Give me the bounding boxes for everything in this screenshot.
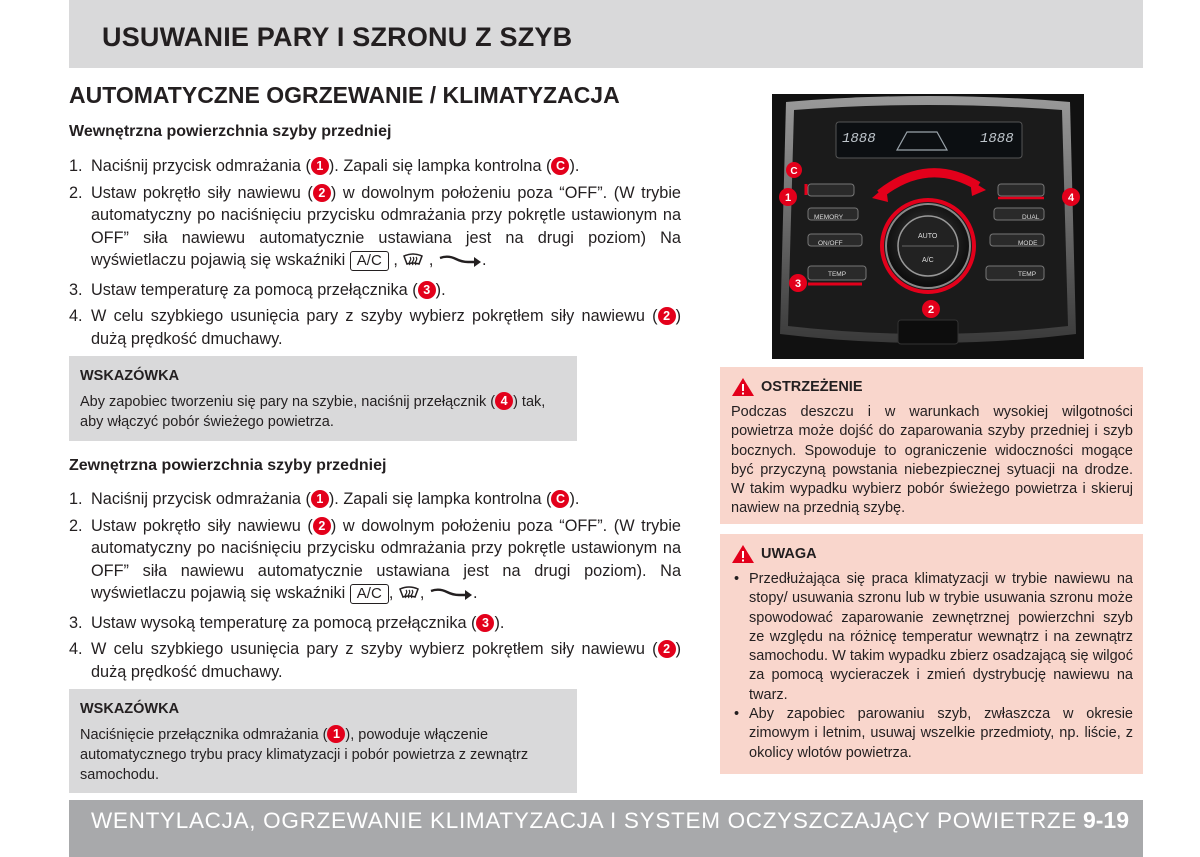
callout-badge: 1 [311,157,329,175]
windshield-defrost-icon [402,252,424,275]
dual-button-label: DUAL [1022,214,1040,221]
caution-title: UWAGA [761,546,817,562]
warning-triangle-icon [731,544,755,564]
list-item: 1. Naciśnij przycisk odmrażania ( 1 ). Zapali się lampka kontrolna ( C ). [69,157,580,175]
outer-steps-list [69,488,681,687]
warning-title: OSTRZEŻENIE [761,379,863,395]
list-item: • Aby zapobiec parowaniu szyb, zwłaszcza w okresie zimowym i letnim, usuwaj wszelkie przedmioty, np. liście, z okolicy wlotów powietrza. [734,706,1133,761]
callout-1 [779,188,797,206]
svg-text:1: 1 [784,192,792,204]
list-item: 1. Naciśnij przycisk odmrażania ( 1 ). Zapali się lampka kontrolna ( C ). [69,490,580,508]
temp-left-label: TEMP [828,271,847,278]
fresh-air-arrow-icon [429,585,473,608]
outer-subsection-title: Zewnętrzna powierzchnia szyby przedniej [69,457,387,474]
page-number: 9-19 [1082,807,1129,833]
display-left-temp: 1888 [842,131,876,147]
page-title: USUWANIE PARY I SZRONU Z SZYB [102,22,573,52]
tip-text: Aby zapobiec tworzeniu się pary na szybie, naciśnij przełącznik ( 4 ) tak, aby włączyć pobór świeżego powietrza. [80,394,546,430]
list-item: 2. Ustaw pokrętło siły nawiewu ( 2 ) w dowolnym położeniu poza “OFF”. (W trybie automatyczny po naciśnięciu przycisku odmrażania przy pokrętle ustawionym na OFF” siła nawiewu automatycznie ustawiana jest na drugi poziom). Na wyświetlaczu pojawią się wskaźniki A/C , , . [69,515,681,608]
ac-indicator: A/C [350,584,389,604]
list-item: 3. Ustaw temperaturę za pomocą przełącznika ( 3 ). [69,280,446,299]
svg-text:C: C [790,166,798,177]
svg-text:4: 4 [1067,192,1075,204]
svg-text:2: 2 [927,304,935,316]
callout-3 [789,274,807,292]
tip-box [69,689,577,793]
auto-button-label: AUTO [918,233,938,240]
tip-title: WSKAZÓWKA [80,701,180,717]
onoff-button-label: ON/OFF [818,240,843,247]
footer-band [69,800,1143,857]
ac-button-label: A/C [922,257,934,264]
section-title: AUTOMATYCZNE OGRZEWANIE / KLIMATYZACJA [69,82,620,108]
list-item: • Przedłużająca się praca klimatyzacji w trybie nawiewu na stopy/ usuwania szronu lub w trybie usuwania szronu może spowodować zaparowanie zewnętrznej powierzchni szyb ze względu na różnicę temperatur wewnątrz i na zewnątrz samochodu. W takim wypadku zbierz osadzającą się wilgoć za pomocą wycieraczek i zmień dystrybucję nawiewu na twarz. [734,571,1133,703]
callout-4 [1062,188,1080,206]
climate-control-panel-image [772,94,1084,359]
list-item: 3. Ustaw wysoką temperaturę za pomocą przełącznika ( 3 ). [69,613,505,632]
callout-badge: 1 [327,725,345,743]
callout-badge: C [551,490,569,508]
header-divider [69,68,1143,70]
callout-badge: 2 [313,517,331,535]
svg-text:3: 3 [794,278,802,290]
callout-badge: C [551,157,569,175]
mode-button-label: MODE [1018,240,1038,247]
footer-chapter-title: WENTYLACJA, OGRZEWANIE KLIMATYZACJA I SYSTEM OCZYSZCZAJĄCY POWIETRZE [91,808,1078,833]
callout-badge: 2 [658,640,676,658]
warning-box [720,367,1143,524]
display-right-temp: 1888 [980,131,1014,147]
caution-list [731,570,1133,763]
tip-title: WSKAZÓWKA [80,368,180,384]
inner-subsection-title: Wewnętrzna powierzchnia szyby przedniej [69,123,392,140]
list-item: 4. W celu szybkiego usunięcia pary z szyby wybierz pokrętłem siły nawiewu ( 2 ) dużą prędkość dmuchawy. [69,307,681,348]
windshield-defrost-icon [398,585,420,608]
callout-badge: 1 [311,490,329,508]
callout-badge: 3 [476,614,494,632]
callout-badge: 4 [495,392,513,410]
callout-badge: 2 [313,184,331,202]
list-item: 4. W celu szybkiego usunięcia pary z szyby wybierz pokrętłem siły nawiewu ( 2 ) dużą prędkość dmuchawy. [69,640,681,681]
callout-badge: 2 [658,307,676,325]
warning-text: Podczas deszczu i w warunkach wysokiej wilgotności powietrza może dojść do zaparowania szyby przedniej i szyb bocznych. Spowoduje to ograniczenie widoczności mogące być przyczyną powstania niebezpiecznej sytuacji na drodze. W takim wypadku wybierz pobór świeżego powietrza i skieruj nawiew na przednią szybę. [731,404,1133,517]
callout-c [786,162,802,178]
list-item: 2. Ustaw pokrętło siły nawiewu ( 2 ) w dowolnym położeniu poza “OFF”. (W trybie automatyczny po naciśnięciu przycisku odmrażania przy pokrętle ustawionym na OFF” siła nawiewu automatycznie ustawiana jest na drugi poziom) Na wyświetlaczu pojawią się wskaźniki A/C , , . [69,182,681,275]
caution-box [720,534,1143,774]
memory-button-label: MEMORY [814,214,844,221]
fresh-air-arrow-icon [438,252,482,275]
tip-text: Naciśnięcie przełącznika odmrażania ( 1 ), powoduje włączenie automatycznego trybu pracy klimatyzacji i pobór powietrza z zewnątrz samochodu. [80,727,529,783]
callout-2 [922,300,940,318]
inner-steps-list [69,155,681,354]
temp-right-label: TEMP [1018,271,1037,278]
callout-badge: 3 [418,281,436,299]
tip-box [69,356,577,441]
ac-indicator: A/C [350,251,389,271]
warning-triangle-icon [731,377,755,397]
